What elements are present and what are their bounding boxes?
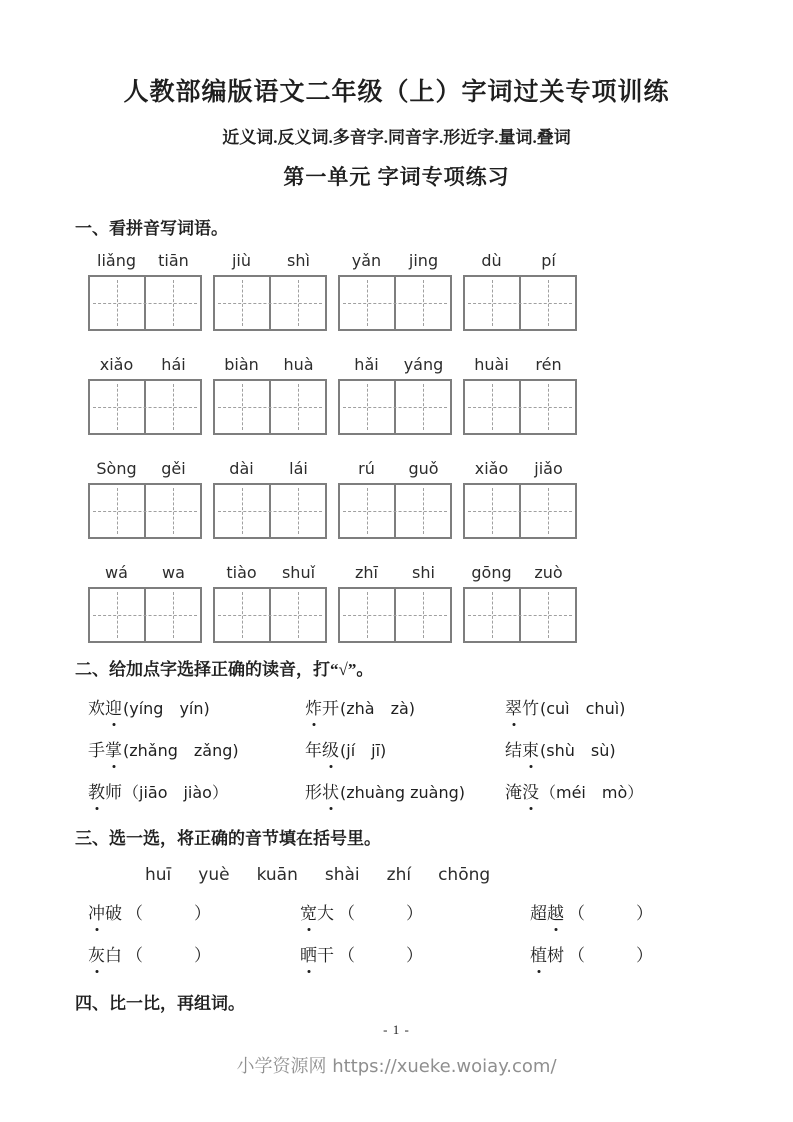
- grid-horizontal-dash: [93, 407, 197, 408]
- grid-horizontal-dash: [218, 511, 322, 512]
- pinyin-syllable: hǎi: [354, 355, 379, 374]
- hanzi-char: 形: [305, 783, 322, 802]
- syllable-fill-item: [530, 901, 793, 927]
- writing-grid: [213, 483, 327, 539]
- writing-grid: [88, 379, 202, 435]
- pinyin-labels: [338, 563, 452, 587]
- hanzi-char: 破: [105, 904, 122, 923]
- dotted-word: [88, 783, 122, 802]
- page-subtitle: 近义词.反义词.多音字.同音字.形近字.量词.叠词: [222, 128, 571, 147]
- pinyin-options: (jí jī): [340, 741, 387, 760]
- hanzi-char: 越: [547, 901, 564, 927]
- section-two-heading: 二、给加点字选择正确的读音，打“√”。: [75, 660, 374, 679]
- pinyin-labels: [463, 563, 577, 587]
- pinyin-syllable: jiǎo: [534, 459, 563, 478]
- word-bank-syllable: chōng: [438, 865, 491, 885]
- hanzi-char: 超: [530, 904, 547, 923]
- pinyin-syllable: gōng: [471, 563, 512, 582]
- writing-grid: [338, 379, 452, 435]
- grid-horizontal-dash: [468, 303, 572, 304]
- writing-grid: [338, 587, 452, 643]
- writing-grid: [88, 483, 202, 539]
- pinyin-options: （jiāo jiào）: [123, 783, 228, 802]
- syllable-fill-item: [88, 943, 300, 969]
- pinyin-word-group: [463, 459, 577, 539]
- dotted-word: [88, 699, 122, 718]
- hanzi-char: 年: [305, 741, 322, 760]
- hanzi-char: 冲: [88, 901, 105, 927]
- pinyin-syllable: yáng: [403, 355, 444, 374]
- dotted-word: [305, 783, 339, 802]
- dotted-word: [530, 904, 564, 923]
- pinyin-word-group: [463, 355, 577, 435]
- writing-grid: [338, 483, 452, 539]
- pronunciation-item: [505, 696, 793, 722]
- answer-blank: （ ）: [338, 946, 423, 965]
- pinyin-grid-row: [88, 563, 793, 643]
- pinyin-syllable: xiǎo: [474, 459, 509, 478]
- writing-grid: [213, 275, 327, 331]
- word-bank-syllable: yuè: [198, 865, 230, 885]
- pinyin-labels: [213, 459, 327, 483]
- hanzi-char: 淹: [505, 783, 522, 802]
- hanzi-char: 树: [547, 946, 564, 965]
- hanzi-char: 迎: [105, 696, 122, 722]
- grid-horizontal-dash: [218, 407, 322, 408]
- pinyin-word-group: [338, 251, 452, 331]
- writing-grid: [88, 275, 202, 331]
- pinyin-grid-rows: [88, 251, 793, 643]
- pinyin-labels: [88, 355, 202, 379]
- dotted-word: [505, 783, 539, 802]
- pronunciation-item: [88, 780, 305, 806]
- hanzi-char: 干: [317, 946, 334, 965]
- pronunciation-item: [305, 696, 505, 722]
- writing-grid: [463, 483, 577, 539]
- section-three-items: [88, 901, 793, 969]
- pinyin-syllable: lái: [289, 459, 308, 478]
- hanzi-char: 灰: [88, 943, 105, 969]
- syllable-fill-item: [530, 943, 793, 969]
- pinyin-syllable: zuò: [534, 563, 563, 582]
- page-number: - 1 -: [383, 1022, 410, 1037]
- dotted-word: [88, 741, 122, 760]
- pinyin-labels: [213, 251, 327, 275]
- answer-blank: （ ）: [126, 904, 211, 923]
- dotted-word: [300, 904, 334, 923]
- writing-grid: [213, 587, 327, 643]
- syllable-fill-item: [300, 901, 530, 927]
- pinyin-labels: [88, 459, 202, 483]
- pinyin-word-group: [213, 563, 327, 643]
- hanzi-char: 大: [317, 904, 334, 923]
- section-two-items: [88, 696, 793, 806]
- pinyin-syllable: rén: [535, 355, 562, 374]
- hanzi-char: 教: [88, 780, 105, 806]
- pinyin-syllable: jiù: [231, 251, 252, 270]
- pinyin-syllable: wa: [162, 563, 185, 582]
- unit-title: 第一单元 字词专项练习: [283, 165, 510, 189]
- answer-blank: （ ）: [338, 904, 423, 923]
- pronunciation-item: [505, 780, 793, 806]
- pinyin-syllable: shì: [287, 251, 310, 270]
- grid-horizontal-dash: [93, 303, 197, 304]
- grid-horizontal-dash: [343, 615, 447, 616]
- hanzi-char: 白: [105, 946, 122, 965]
- answer-blank: （ ）: [568, 946, 653, 965]
- pinyin-syllable: yǎn: [351, 251, 382, 270]
- pinyin-options: (cuì chuì): [540, 699, 626, 718]
- answer-blank: （ ）: [568, 904, 653, 923]
- pinyin-word-group: [213, 251, 327, 331]
- word-bank-syllable: shài: [324, 865, 360, 885]
- grid-horizontal-dash: [468, 407, 572, 408]
- pronunciation-item: [305, 780, 505, 806]
- pinyin-grid-row: [88, 355, 793, 435]
- pinyin-grid-row: [88, 251, 793, 331]
- writing-grid: [463, 275, 577, 331]
- pinyin-syllable: jing: [408, 251, 439, 270]
- grid-horizontal-dash: [343, 303, 447, 304]
- pinyin-syllable: pí: [541, 251, 556, 270]
- writing-grid: [463, 587, 577, 643]
- syllable-word-bank: [145, 865, 793, 885]
- pinyin-syllable: rú: [358, 459, 375, 478]
- pinyin-word-group: [338, 355, 452, 435]
- hanzi-char: 晒: [300, 943, 317, 969]
- pinyin-word-group: [88, 459, 202, 539]
- pinyin-syllable: wá: [105, 563, 128, 582]
- hanzi-char: 开: [322, 699, 339, 718]
- section-one-heading: 一、看拼音写词语。: [75, 219, 228, 238]
- answer-blank: （ ）: [126, 946, 211, 965]
- grid-horizontal-dash: [343, 407, 447, 408]
- hanzi-char: 欢: [88, 699, 105, 718]
- hanzi-char: 束: [522, 738, 539, 764]
- pinyin-word-group: [88, 251, 202, 331]
- pinyin-word-group: [213, 355, 327, 435]
- pinyin-labels: [338, 355, 452, 379]
- grid-horizontal-dash: [93, 615, 197, 616]
- pinyin-syllable: shi: [412, 563, 435, 582]
- hanzi-char: 翠: [505, 696, 522, 722]
- pronunciation-item: [305, 738, 505, 764]
- pinyin-labels: [88, 563, 202, 587]
- pinyin-syllable: Sòng: [96, 459, 137, 478]
- hanzi-char: 结: [505, 741, 522, 760]
- pinyin-labels: [463, 251, 577, 275]
- pinyin-labels: [338, 459, 452, 483]
- grid-horizontal-dash: [93, 511, 197, 512]
- watermark-text: 小学资源网 https://xueke.woiay.com/: [236, 1056, 557, 1077]
- writing-grid: [88, 587, 202, 643]
- pinyin-word-group: [213, 459, 327, 539]
- section-three-heading: 三、选一选，将正确的音节填在括号里。: [75, 829, 381, 848]
- dotted-word: [300, 946, 334, 965]
- pronunciation-item: [88, 696, 305, 722]
- pinyin-word-group: [463, 251, 577, 331]
- word-bank-syllable: zhí: [386, 865, 412, 885]
- hanzi-char: 竹: [522, 699, 539, 718]
- syllable-fill-item: [300, 943, 530, 969]
- section-four-heading: 四、比一比，再组词。: [75, 994, 245, 1013]
- hanzi-char: 级: [322, 738, 339, 764]
- pinyin-word-group: [338, 563, 452, 643]
- pinyin-labels: [463, 459, 577, 483]
- hanzi-char: 手: [88, 741, 105, 760]
- pronunciation-item: [505, 738, 793, 764]
- dotted-word: [505, 741, 539, 760]
- pinyin-options: （méi mò）: [540, 783, 644, 802]
- pinyin-syllable: gěi: [161, 459, 186, 478]
- syllable-fill-item: [88, 901, 300, 927]
- word-bank-syllable: huī: [145, 865, 172, 885]
- dotted-word: [305, 699, 339, 718]
- pinyin-labels: [213, 563, 327, 587]
- pinyin-syllable: xiǎo: [99, 355, 134, 374]
- pinyin-word-group: [88, 563, 202, 643]
- hanzi-char: 没: [522, 780, 539, 806]
- pronunciation-item: [88, 738, 305, 764]
- pinyin-options: (zhuàng zuàng): [340, 783, 465, 802]
- pinyin-labels: [463, 355, 577, 379]
- pinyin-syllable: hái: [161, 355, 186, 374]
- dotted-word: [530, 946, 564, 965]
- hanzi-char: 师: [105, 783, 122, 802]
- pinyin-word-group: [88, 355, 202, 435]
- pinyin-labels: [88, 251, 202, 275]
- pinyin-grid-row: [88, 459, 793, 539]
- pinyin-syllable: dù: [481, 251, 502, 270]
- writing-grid: [463, 379, 577, 435]
- hanzi-char: 炸: [305, 696, 322, 722]
- pinyin-options: (zhà zà): [340, 699, 416, 718]
- pinyin-options: (yíng yín): [123, 699, 210, 718]
- pinyin-syllable: tiào: [226, 563, 257, 582]
- pinyin-options: (zhǎng zǎng): [123, 741, 239, 760]
- grid-horizontal-dash: [468, 511, 572, 512]
- hanzi-char: 掌: [105, 738, 122, 764]
- pinyin-syllable: dài: [229, 459, 254, 478]
- pinyin-options: (shù sù): [540, 741, 616, 760]
- pinyin-syllable: guǒ: [408, 459, 439, 478]
- dotted-word: [505, 699, 539, 718]
- grid-horizontal-dash: [343, 511, 447, 512]
- grid-horizontal-dash: [218, 303, 322, 304]
- grid-horizontal-dash: [468, 615, 572, 616]
- hanzi-char: 宽: [300, 901, 317, 927]
- writing-grid: [213, 379, 327, 435]
- pinyin-syllable: biàn: [224, 355, 259, 374]
- pinyin-syllable: huài: [474, 355, 509, 374]
- pinyin-syllable: shuǐ: [281, 563, 316, 582]
- grid-horizontal-dash: [218, 615, 322, 616]
- dotted-word: [88, 946, 122, 965]
- pinyin-labels: [213, 355, 327, 379]
- pinyin-labels: [338, 251, 452, 275]
- pinyin-word-group: [338, 459, 452, 539]
- writing-grid: [338, 275, 452, 331]
- page-title: 人教部编版语文二年级（上）字词过关专项训练: [123, 79, 670, 106]
- pinyin-syllable: tiān: [158, 251, 189, 270]
- pinyin-syllable: huà: [283, 355, 314, 374]
- hanzi-char: 植: [530, 943, 547, 969]
- pinyin-syllable: zhī: [355, 563, 378, 582]
- hanzi-char: 状: [322, 780, 339, 806]
- dotted-word: [305, 741, 339, 760]
- pinyin-syllable: liǎng: [97, 251, 136, 270]
- pinyin-word-group: [463, 563, 577, 643]
- word-bank-syllable: kuān: [256, 865, 298, 885]
- dotted-word: [88, 904, 122, 923]
